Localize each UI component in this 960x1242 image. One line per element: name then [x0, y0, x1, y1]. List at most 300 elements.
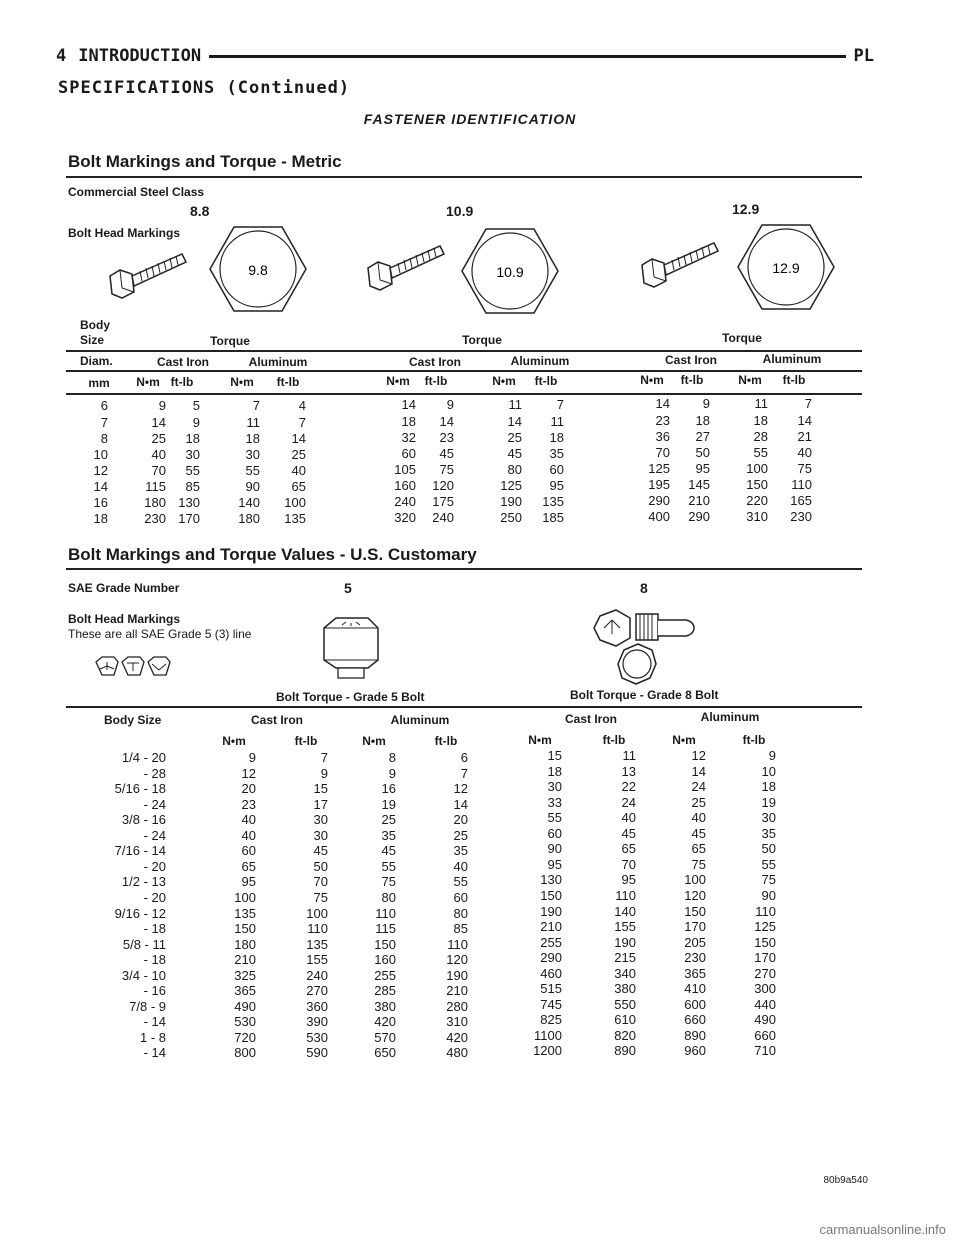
us-size-cell: - 28 [143, 765, 166, 781]
us-cell: 19 [761, 794, 776, 810]
us-cell: 40 [241, 812, 256, 828]
metric-cell: 310 [746, 509, 768, 524]
us-cell: 12 [453, 781, 468, 797]
us-cell: 40 [241, 827, 256, 843]
us-cell: 9 [768, 748, 776, 763]
ci-label-1: Cast Iron [156, 355, 209, 369]
us-cell: 13 [621, 763, 636, 779]
us-cell: 45 [313, 843, 328, 859]
metric-cell: 28 [753, 429, 768, 444]
us-cell: 190 [540, 903, 562, 919]
head-mark-12-9: 12.9 [772, 260, 800, 276]
us-size-cell: 7/16 - 14 [114, 843, 166, 859]
metric-cell: 18 [185, 431, 200, 446]
metric-cell: 11 [508, 397, 522, 412]
us-cell: 190 [614, 934, 636, 950]
us-cell: 325 [234, 967, 256, 983]
us-cell: 1100 [534, 1027, 562, 1043]
metric-cell: 11 [246, 415, 260, 430]
metric-cell: 11 [754, 396, 768, 411]
metric-cell: 165 [790, 493, 812, 508]
metric-cell: 27 [695, 429, 710, 444]
us-unit-2: N•m [362, 734, 386, 748]
metric-cell: 210 [688, 493, 710, 508]
us-cell: 40 [621, 810, 636, 826]
class-8-8: 8.8 [190, 203, 210, 219]
metric-cell: 55 [753, 445, 768, 460]
us-cell: 55 [381, 858, 396, 874]
metric-cell: 100 [284, 495, 306, 510]
metric-cell: 150 [746, 477, 768, 492]
us-cell: 75 [761, 872, 776, 888]
us-cell: 205 [684, 934, 706, 950]
us-cell: 95 [241, 874, 256, 890]
class-12-9: 12.9 [732, 201, 760, 217]
us-cell: 80 [453, 905, 468, 921]
metric-cell: 18 [245, 431, 260, 446]
metric-unit-al-nm-2: N•m [492, 374, 516, 388]
us-cell: 30 [313, 827, 328, 843]
metric-cell: 45 [439, 446, 454, 461]
metric-rule-4 [66, 393, 862, 395]
us-cell: 65 [241, 858, 256, 874]
torque-label-3: Torque [722, 331, 762, 345]
metric-cell: 90 [245, 479, 260, 494]
metric-cell: 9 [158, 398, 166, 413]
metric-cell: 75 [439, 462, 454, 477]
us-unit-1: ft-lb [294, 734, 318, 748]
us-cell: 590 [306, 1045, 328, 1061]
us-cell: 35 [381, 827, 396, 843]
metric-cell: 35 [549, 446, 564, 461]
us-cell: 100 [234, 889, 256, 905]
us-cell: 125 [754, 919, 776, 935]
us-unit-0: N•m [222, 734, 246, 748]
us-cell: 140 [614, 903, 636, 919]
us-cell: 600 [684, 996, 706, 1012]
metric-cell: 14 [507, 414, 522, 429]
grade-8: 8 [640, 580, 648, 596]
metric-diam-cell: 7 [100, 415, 108, 430]
us-cell: 55 [761, 856, 776, 872]
fastener-title: FASTENER IDENTIFICATION [363, 111, 577, 127]
metric-cell: 7 [252, 398, 260, 413]
us-cell: 60 [453, 889, 468, 905]
grade5-label: Bolt Torque - Grade 5 Bolt [276, 690, 425, 704]
us-cell: 215 [614, 950, 636, 966]
us-cell: 35 [453, 843, 468, 859]
metric-cell: 7 [804, 396, 812, 411]
us-cell: 95 [621, 872, 636, 888]
us-cell: 55 [453, 874, 468, 890]
grade-5: 5 [344, 580, 352, 596]
grade8-bolt-icon [590, 608, 700, 690]
grade5-bolt-icon [320, 614, 382, 680]
torque-label-2: Torque [462, 333, 502, 347]
us-cell: 745 [540, 996, 562, 1012]
us-unit-6: N•m [672, 733, 696, 747]
us-cell: 310 [446, 1014, 468, 1030]
us-cell: 110 [755, 903, 776, 919]
metric-cell: 11 [550, 414, 564, 429]
us-cell: 660 [684, 1012, 706, 1028]
us-cell: 270 [306, 983, 328, 999]
metric-cell: 30 [185, 447, 200, 462]
metric-cell: 14 [291, 431, 306, 446]
metric-cell: 180 [144, 495, 166, 510]
us-cell: 420 [446, 1029, 468, 1045]
us-cell: 30 [547, 779, 562, 795]
us-cell: 720 [234, 1029, 256, 1045]
metric-cell: 120 [432, 478, 454, 493]
metric-unit-ci-nm-2: N•m [386, 374, 410, 388]
metric-cell: 75 [797, 461, 812, 476]
us-cell: 480 [446, 1045, 468, 1061]
metric-cell: 240 [432, 510, 454, 525]
sae-label: SAE Grade Number [68, 581, 180, 595]
us-cell: 9 [248, 750, 256, 765]
bolt-side-icon-12-9 [640, 237, 720, 289]
us-cell: 14 [691, 763, 706, 779]
metric-unit-al-nm-1: N•m [230, 375, 254, 389]
metric-unit-al-ft-1: ft-lb [276, 375, 300, 389]
us-cell: 210 [446, 983, 468, 999]
bolt-head-note: These are all SAE Grade 5 (3) line [68, 627, 252, 641]
us-cell: 285 [374, 983, 396, 999]
metric-cell: 220 [746, 493, 768, 508]
metric-cell: 125 [648, 461, 670, 476]
us-cell: 660 [754, 1027, 776, 1043]
us-cell: 1200 [533, 1043, 562, 1059]
us-cell: 150 [374, 936, 396, 952]
metric-diam-cell: 12 [93, 463, 108, 478]
us-cell: 825 [540, 1012, 562, 1028]
us-cell: 55 [547, 810, 562, 826]
us-cell: 180 [234, 936, 256, 952]
us-cell: 65 [621, 841, 636, 857]
us-cell: 240 [306, 967, 328, 983]
metric-cell: 25 [507, 430, 522, 445]
us-cell: 25 [453, 827, 468, 843]
us-cell: 12 [691, 748, 706, 763]
metric-unit-ci-ft-1: ft-lb [170, 375, 194, 389]
us-cell: 420 [374, 1014, 396, 1030]
metric-cell: 130 [178, 495, 200, 510]
metric-cell: 290 [688, 509, 710, 524]
metric-cell: 45 [507, 446, 522, 461]
us-cell: 10 [761, 763, 776, 779]
metric-cell: 85 [185, 479, 200, 494]
us-cell: 18 [761, 779, 776, 795]
us-cell: 17 [313, 796, 328, 812]
us-cell: 11 [622, 748, 636, 763]
us-size-cell: - 18 [143, 952, 166, 968]
metric-cell: 9 [446, 397, 454, 412]
bolt-head-icon-12-9 [738, 223, 834, 311]
diam-label: Diam. [80, 354, 113, 368]
us-cell: 18 [547, 763, 562, 779]
us-size-cell: - 20 [143, 858, 166, 874]
us-size-cell: 1/2 - 13 [121, 874, 166, 890]
us-cell: 35 [761, 825, 776, 841]
header-rule [209, 55, 845, 58]
metric-cell: 14 [797, 413, 812, 428]
bolt-side-icon-8-8 [108, 248, 188, 300]
metric-bolt-head-label: Bolt Head Markings [68, 226, 181, 240]
us-cell: 530 [306, 1029, 328, 1045]
bolt-head-icon-9-8 [210, 225, 306, 313]
us-cell: 15 [547, 748, 562, 763]
metric-cell: 9 [192, 415, 200, 430]
us-cell: 60 [241, 843, 256, 859]
metric-unit-ci-ft-2: ft-lb [424, 374, 448, 388]
us-size-cell: 9/16 - 12 [114, 905, 166, 921]
us-cell: 33 [547, 794, 562, 810]
metric-cell: 65 [291, 479, 306, 494]
body-size-label: Body Size [80, 318, 110, 347]
us-cell: 890 [614, 1043, 636, 1059]
metric-cell: 70 [655, 445, 670, 460]
metric-cell: 70 [151, 463, 166, 478]
us-size-cell: 5/8 - 11 [122, 936, 166, 952]
metric-cell: 18 [753, 413, 768, 428]
us-cell: 650 [374, 1045, 396, 1061]
us-cell: 7 [320, 750, 328, 765]
us-cell: 100 [306, 905, 328, 921]
metric-cell: 135 [542, 494, 564, 509]
g8-ci-label: Cast Iron [564, 712, 617, 726]
us-cell: 25 [381, 812, 396, 828]
us-cell: 210 [540, 919, 562, 935]
metric-cell: 250 [500, 510, 522, 525]
us-size-cell: 3/4 - 10 [121, 967, 166, 983]
metric-unit-ci-nm-3: N•m [640, 373, 664, 387]
metric-cell: 175 [432, 494, 454, 509]
us-cell: 270 [754, 965, 776, 981]
metric-cell: 21 [797, 429, 812, 444]
metric-diam-cell: 6 [100, 398, 108, 413]
us-cell: 30 [313, 812, 328, 828]
metric-cell: 195 [648, 477, 670, 492]
us-cell: 290 [540, 950, 562, 966]
us-cell: 460 [540, 965, 562, 981]
us-size-cell: 1/4 - 20 [121, 750, 166, 765]
us-cell: 230 [684, 950, 706, 966]
metric-unit-ci-ft-3: ft-lb [680, 373, 704, 387]
metric-cell: 190 [500, 494, 522, 509]
metric-cell: 80 [507, 462, 522, 477]
us-unit-5: ft-lb [602, 733, 626, 747]
us-size-cell: - 20 [143, 889, 166, 905]
us-cell: 25 [691, 794, 706, 810]
ci-label-3: Cast Iron [664, 353, 717, 367]
head-mark-10-9: 10.9 [496, 264, 524, 280]
us-rule [66, 568, 862, 570]
us-cell: 365 [234, 983, 256, 999]
grade5-marks-icon [94, 656, 174, 678]
metric-cell: 25 [151, 431, 166, 446]
metric-rule-2 [66, 350, 862, 352]
g8-al-label: Aluminum [700, 710, 760, 724]
us-unit-3: ft-lb [434, 734, 458, 748]
metric-cell: 25 [291, 447, 306, 462]
g5-al-label: Aluminum [390, 713, 450, 727]
metric-cell: 105 [394, 462, 416, 477]
us-size-cell: 7/8 - 9 [129, 998, 166, 1014]
us-cell: 365 [684, 965, 706, 981]
metric-rule [66, 176, 862, 178]
us-cell: 14 [453, 796, 468, 812]
us-unit-7: ft-lb [742, 733, 766, 747]
metric-cell: 5 [192, 398, 200, 413]
us-rule-2 [66, 706, 862, 708]
class-label: Commercial Steel Class [68, 185, 205, 199]
us-cell: 110 [307, 921, 328, 937]
metric-cell: 32 [401, 430, 416, 445]
torque-label-1: Torque [210, 334, 250, 348]
us-cell: 24 [691, 779, 706, 795]
us-cell: 160 [374, 952, 396, 968]
us-cell: 8 [388, 750, 396, 765]
metric-cell: 30 [245, 447, 260, 462]
us-cell: 150 [684, 903, 706, 919]
metric-cell: 230 [790, 509, 812, 524]
us-cell: 800 [234, 1045, 256, 1061]
us-cell: 16 [381, 781, 396, 797]
metric-cell: 185 [542, 510, 564, 525]
us-cell: 75 [381, 874, 396, 890]
us-cell: 50 [761, 841, 776, 857]
us-cell: 135 [306, 936, 328, 952]
us-cell: 115 [375, 921, 396, 937]
us-cell: 380 [374, 998, 396, 1014]
us-cell: 75 [691, 856, 706, 872]
us-cell: 150 [754, 934, 776, 950]
spec-title: SPECIFICATIONS (Continued) [58, 78, 351, 98]
metric-title: Bolt Markings and Torque - Metric [68, 152, 342, 171]
us-cell: 120 [446, 952, 468, 968]
us-cell: 22 [621, 779, 636, 795]
metric-cell: 55 [245, 463, 260, 478]
metric-cell: 18 [549, 430, 564, 445]
us-cell: 75 [313, 889, 328, 905]
us-unit-4: N•m [528, 733, 552, 747]
us-cell: 45 [621, 825, 636, 841]
metric-cell: 60 [401, 446, 416, 461]
us-size-cell: 3/8 - 16 [121, 812, 166, 828]
us-cell: 130 [540, 872, 562, 888]
us-cell: 95 [547, 856, 562, 872]
metric-cell: 145 [688, 477, 710, 492]
page-header [56, 44, 874, 68]
us-cell: 380 [614, 981, 636, 997]
metric-cell: 95 [549, 478, 564, 493]
metric-cell: 160 [394, 478, 416, 493]
al-label-2: Aluminum [510, 354, 570, 368]
us-cell: 610 [614, 1012, 636, 1028]
metric-cell: 400 [648, 509, 670, 524]
us-cell: 550 [614, 996, 636, 1012]
us-cell: 300 [754, 981, 776, 997]
us-cell: 90 [547, 841, 562, 857]
us-cell: 490 [754, 1012, 776, 1028]
us-cell: 440 [754, 996, 776, 1012]
metric-cell: 40 [151, 447, 166, 462]
us-cell: 155 [614, 919, 636, 935]
metric-cell: 14 [655, 396, 670, 411]
us-cell: 960 [684, 1043, 706, 1059]
metric-cell: 100 [746, 461, 768, 476]
us-cell: 45 [691, 825, 706, 841]
metric-cell: 55 [185, 463, 200, 478]
metric-cell: 140 [238, 495, 260, 510]
us-title: Bolt Markings and Torque Values - U.S. Customary [68, 545, 477, 564]
us-cell: 120 [684, 887, 706, 903]
us-cell: 710 [754, 1043, 776, 1059]
us-cell: 135 [234, 905, 256, 921]
grade8-label: Bolt Torque - Grade 8 Bolt [570, 688, 719, 702]
page-number: 4 [56, 46, 67, 66]
metric-cell: 95 [695, 461, 710, 476]
us-cell: 24 [621, 794, 636, 810]
metric-cell: 40 [797, 445, 812, 460]
metric-cell: 170 [178, 511, 200, 526]
metric-cell: 230 [144, 511, 166, 526]
us-cell: 40 [453, 858, 468, 874]
al-label-3: Aluminum [762, 352, 822, 366]
metric-cell: 7 [556, 397, 564, 412]
metric-unit-al-nm-3: N•m [738, 373, 762, 387]
us-cell: 255 [540, 934, 562, 950]
us-cell: 150 [234, 921, 256, 937]
us-cell: 90 [761, 887, 776, 903]
metric-cell: 125 [500, 478, 522, 493]
metric-cell: 23 [655, 413, 670, 428]
us-cell: 170 [684, 919, 706, 935]
metric-cell: 240 [394, 494, 416, 509]
figure-code: 80b9a540 [823, 1175, 868, 1186]
metric-cell: 14 [401, 397, 416, 412]
metric-cell: 4 [298, 398, 306, 413]
section-title: INTRODUCTION [78, 46, 202, 66]
model-code: PL [853, 46, 874, 66]
us-cell: 23 [241, 796, 256, 812]
class-10-9: 10.9 [446, 203, 474, 219]
us-cell: 9 [320, 765, 328, 781]
al-label-1: Aluminum [248, 355, 308, 369]
watermark: carmanualsonline.info [819, 1222, 946, 1237]
metric-diam-cell: 8 [100, 431, 108, 446]
bolt-side-icon-10-9 [366, 240, 446, 292]
metric-unit-ci-nm-1: N•m [136, 375, 160, 389]
us-cell: 100 [684, 872, 706, 888]
us-size-cell: 1 - 8 [139, 1029, 166, 1045]
us-cell: 30 [761, 810, 776, 826]
metric-cell: 320 [394, 510, 416, 525]
metric-cell: 135 [284, 511, 306, 526]
us-cell: 530 [234, 1014, 256, 1030]
metric-cell: 110 [791, 477, 812, 492]
us-cell: 390 [306, 1014, 328, 1030]
us-cell: 60 [547, 825, 562, 841]
us-cell: 490 [234, 998, 256, 1014]
metric-cell: 14 [151, 415, 166, 430]
metric-rule-3 [66, 370, 862, 372]
metric-cell: 9 [702, 396, 710, 411]
metric-cell: 50 [695, 445, 710, 460]
bolt-head-icon-10-9 [462, 227, 558, 315]
metric-cell: 23 [439, 430, 454, 445]
